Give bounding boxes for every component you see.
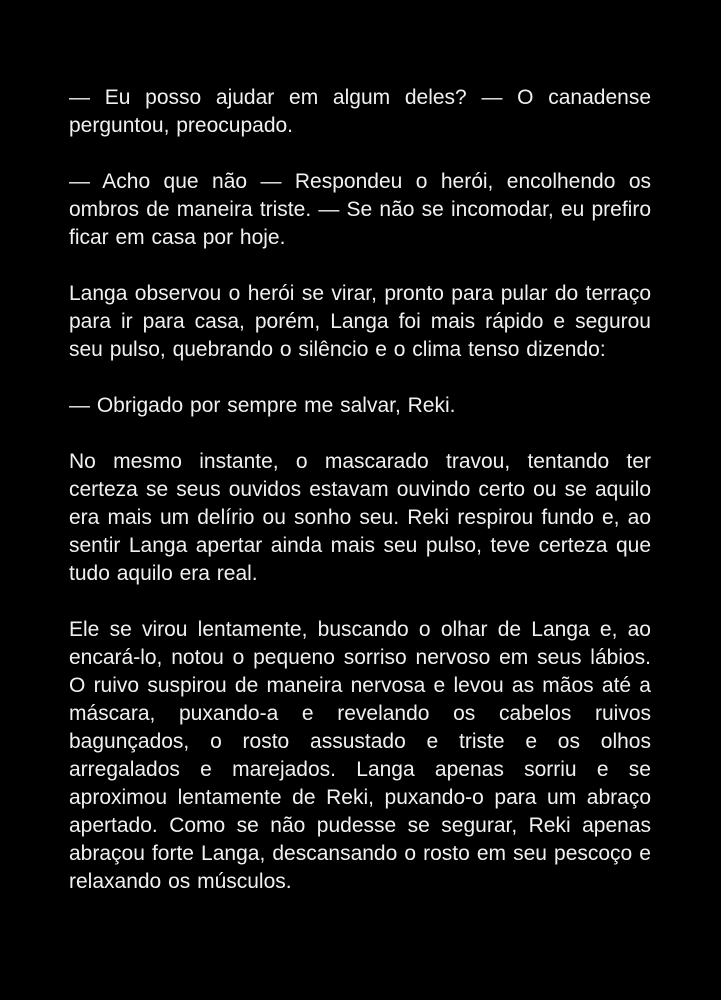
story-paragraph-dialogue-1: — Eu posso ajudar em algum deles? — O canadense perguntou, preocupado. bbox=[69, 86, 651, 137]
story-paragraph-narration-3: Ele se virou lentamente, buscando o olhar de Langa e, ao encará-lo, notou o pequeno sorriso nervoso em seus lábios. O ruivo suspirou de maneira nervosa e levou as mãos até a máscara, puxando-a e revelando os cabelos ruivos bagunçados, o rosto assustado e triste e os olhos arregalados e marejados. Langa apenas sorriu e se aproximou lentamente de Reki, puxando-o para um abraço apertado. Como se não pudesse se segurar, Reki apenas abraçou forte Langa, descansando o rosto em seu pescoço e relaxando os músculos. bbox=[69, 618, 651, 893]
story-paragraph-dialogue-2: — Acho que não — Respondeu o herói, encolhendo os ombros de maneira triste. — Se não se incomodar, eu prefiro ficar em casa por hoje. bbox=[69, 170, 651, 249]
story-paragraph-narration-2: No mesmo instante, o mascarado travou, tentando ter certeza se seus ouvidos estavam ouvindo certo ou se aquilo era mais um delírio ou sonho seu. Reki respirou fundo e, ao sentir Langa apertar ainda mais seu pulso, teve certeza que tudo aquilo era real. bbox=[69, 450, 651, 585]
story-text-block bbox=[69, 84, 651, 896]
story-paragraph-narration-1: Langa observou o herói se virar, pronto para pular do terraço para ir para casa, porém, Langa foi mais rápido e segurou seu pulso, quebrando o silêncio e o clima tenso dizendo: bbox=[69, 282, 651, 361]
story-paragraph-dialogue-3: — Obrigado por sempre me salvar, Reki. bbox=[69, 394, 456, 417]
